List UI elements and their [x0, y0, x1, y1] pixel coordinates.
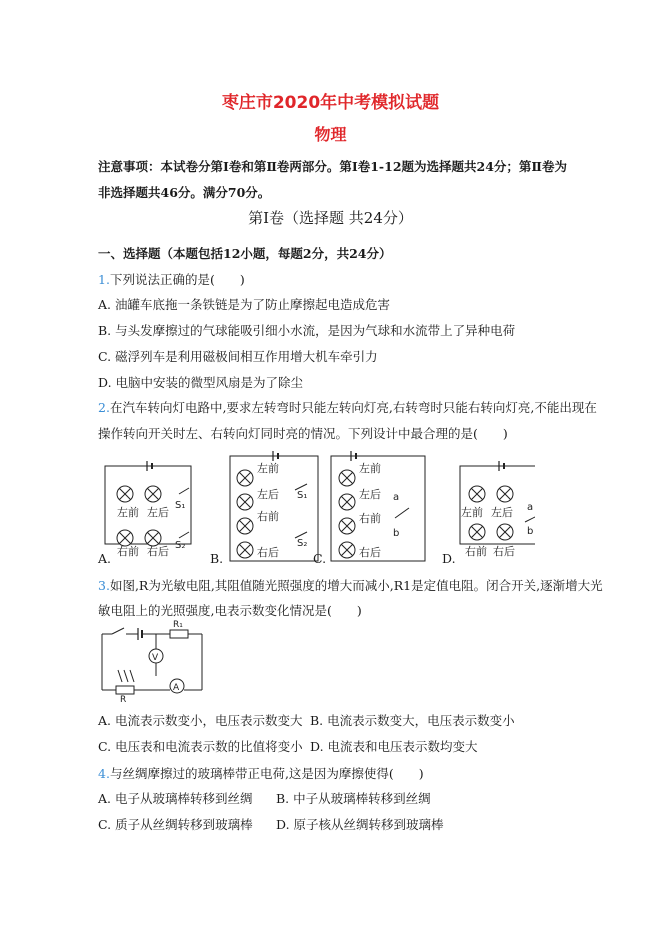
- photoresistor-circuit: [98, 618, 208, 703]
- question-3-option-a: A. 电流表示数变小，电压表示数变大: [98, 713, 303, 728]
- exam-subject: 物理: [314, 125, 347, 144]
- question-3-option-c: C. 电压表和电流表示数的比值将变小: [98, 739, 303, 754]
- question-1-option-b: B. 与头发摩擦过的气球能吸引细小水流，是因为气球和水流带上了异种电荷: [98, 323, 516, 338]
- diagram-d-label-a: a: [527, 502, 534, 513]
- diagram-c-label-left-front: 左前: [359, 462, 381, 475]
- question-number: 3.: [98, 578, 110, 593]
- question-1-stem: [98, 270, 245, 288]
- label-r1: R₁: [173, 620, 183, 630]
- question-number: 2.: [98, 400, 110, 415]
- diagram-letter-a: A.: [98, 551, 112, 566]
- question-1-option-d: D. 电脑中安装的微型风扇是为了除尘: [98, 375, 304, 390]
- question-4-stem: [98, 764, 424, 782]
- diagram-a-label-s2: S₂: [175, 540, 186, 551]
- question-1-option-c: C. 磁浮列车是利用磁极间相互作用增大机车牵引力: [98, 349, 378, 364]
- diagram-a-label-s1: S₁: [175, 500, 186, 511]
- diagram-c-label-right-rear: 右后: [359, 546, 381, 559]
- diagram-c-label-right-front: 右前: [359, 512, 381, 525]
- label-r: R: [120, 695, 127, 703]
- question-4-option-c: C. 质子从丝绸转移到玻璃棒: [98, 817, 253, 832]
- diagram-b-label-right-front: 右前: [257, 510, 279, 523]
- question-number: 1.: [98, 272, 110, 287]
- notice-line-1: 注意事项：本试卷分第Ⅰ卷和第Ⅱ卷两部分。第Ⅰ卷1-12题为选择题共24分；第Ⅱ卷为: [98, 159, 567, 174]
- diagram-b-label-right-rear: 右后: [257, 546, 279, 559]
- diagram-a-label-right-front: 右前: [117, 545, 139, 558]
- diagram-c-label-b: b: [393, 528, 400, 539]
- volume-heading: 第Ⅰ卷（选择题 共24分）: [248, 209, 413, 227]
- section-heading: 一、选择题（本题包括12小题，每题2分，共24分）: [98, 246, 392, 261]
- question-number: 4.: [98, 766, 110, 781]
- question-4-option-a: A. 电子从玻璃棒转移到丝绸: [98, 791, 253, 806]
- question-4-option-d: D. 原子核从丝绸转移到玻璃棒: [276, 817, 444, 832]
- diagram-d-label-b: b: [527, 526, 534, 537]
- diagram-letter-d: D.: [442, 551, 456, 566]
- diagram-a-label-right-rear: 右后: [147, 545, 169, 558]
- question-4-option-b: B. 中子从玻璃棒转移到丝绸: [276, 791, 431, 806]
- question-2-stem-line-2: 操作转向开关时左、右转向灯同时亮的情况。下列设计中最合理的是( ): [98, 426, 508, 441]
- question-2-stem-line-1: [98, 398, 597, 416]
- question-1-option-a: A. 油罐车底拖一条铁链是为了防止摩擦起电造成危害: [98, 297, 390, 312]
- diagram-letter-c: C.: [313, 551, 327, 566]
- diagram-d-label-left-front: 左前: [461, 506, 483, 519]
- diagram-b-label-left-rear: 左后: [257, 488, 279, 501]
- voltmeter-label: V: [152, 653, 159, 663]
- diagram-a-label-left-rear: 左后: [147, 506, 169, 519]
- question-3-option-b: B. 电流表示数变大，电压表示数变小: [310, 713, 515, 728]
- question-3-option-d: D. 电流表和电压表示数均变大: [310, 739, 478, 754]
- diagram-d: [460, 461, 535, 544]
- diagram-d-label-left-rear: 左后: [491, 506, 513, 519]
- exam-title: 枣庄市2020年中考模拟试题: [221, 93, 440, 113]
- diagram-d-label-right-rear: 右后: [493, 545, 515, 558]
- question-text: 下列说法正确的是( ): [109, 272, 245, 287]
- ammeter-label: A: [173, 683, 180, 693]
- diagram-d-label-right-front: 右前: [465, 545, 487, 558]
- diagram-a-label-left-front: 左前: [117, 506, 139, 519]
- diagram-letter-b: B.: [210, 551, 224, 566]
- question-text: 与丝绸摩擦过的玻璃棒带正电荷,这是因为摩擦使得( ): [109, 766, 424, 781]
- diagram-b-label-left-front: 左前: [257, 462, 279, 475]
- diagram-c-label-left-rear: 左后: [359, 488, 381, 501]
- question-3-stem-line-2: 敏电阻上的光照强度,电表示数变化情况是( ): [98, 603, 362, 618]
- question-text: 在汽车转向灯电路中,要求左转弯时只能左转向灯亮,右转弯时只能右转向灯亮,不能出现在: [109, 400, 597, 415]
- question-text: 如图,R为光敏电阻,其阻值随光照强度的增大而减小,R1是定值电阻。闭合开关,逐渐增大光: [109, 578, 603, 593]
- diagram-c-label-a: a: [393, 492, 400, 503]
- notice-line-2: 非选择题共46分。满分70分。: [98, 185, 271, 200]
- question-3-stem-line-1: [98, 576, 603, 594]
- diagram-b-label-s1: S₁: [297, 490, 308, 501]
- diagram-b-label-s2: S₂: [297, 538, 308, 549]
